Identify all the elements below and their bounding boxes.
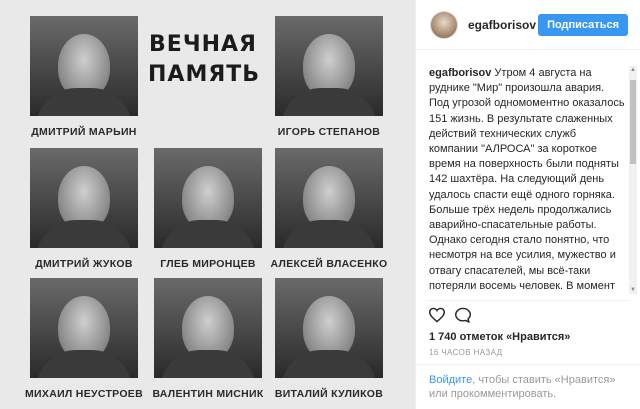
person-name: АЛЕКСЕЙ ВЛАСЕНКО — [270, 258, 388, 270]
title-line-1: ВЕЧНАЯ — [149, 32, 257, 57]
portrait-photo — [275, 148, 383, 248]
portrait-photo — [30, 148, 138, 248]
scroll-down-icon[interactable]: ▼ — [630, 287, 636, 293]
follow-button[interactable]: Подписаться — [538, 14, 628, 36]
portrait-photo — [30, 16, 138, 116]
likes-suffix: «Нравится» — [506, 331, 571, 343]
person-name: ДМИТРИЙ МАРЬИН — [31, 126, 137, 138]
scroll-up-icon[interactable]: ▲ — [630, 67, 636, 73]
post-timestamp: 16 ЧАСОВ НАЗАД — [429, 348, 503, 357]
portrait-photo — [275, 16, 383, 116]
login-link[interactable]: Войдите — [429, 374, 473, 386]
person-name: ВИТАЛИЙ КУЛИКОВ — [274, 388, 384, 400]
post-header — [416, 0, 640, 50]
comment-icon[interactable] — [454, 307, 472, 323]
memorial-title — [148, 30, 261, 90]
likes-number: 1 740 отметок — [429, 331, 503, 343]
portrait-photo — [154, 148, 262, 248]
action-bar — [428, 300, 628, 320]
caption-username[interactable]: egafborisov — [429, 67, 492, 79]
portrait-photo — [275, 278, 383, 378]
login-prompt-text: , чтобы ставить «Нравится» или прокомментировать. — [429, 374, 616, 400]
person-name: ГЛЕБ МИРОНЦЕВ — [160, 258, 256, 270]
portrait-photo — [154, 278, 262, 378]
post-caption — [429, 66, 627, 294]
title-line-2: ПАМЯТЬ — [148, 62, 261, 87]
person-name: ВАЛЕНТИН МИСНИК — [152, 388, 264, 400]
person-name: ДМИТРИЙ ЖУКОВ — [35, 258, 133, 270]
heart-icon[interactable] — [428, 307, 446, 323]
caption-text: Утром 4 августа на руднике "Мир" произошла авария. Под угрозой одномоментно оказалось 151 жизнь. В результате слаженных действий технических служб компании "АЛРОСА" за короткое время на поверхность были подняты 142 шахтёра. На следующий день удалось спасти ещё одного горняка. Больше трёх недель продолжались аварийно-спасательные работы. Однако сегодня стало понятно, что несмотря на все усилия, мужество и отвагу спасателей, мы всё-таки потеряли восемь человек. В момент — [429, 67, 625, 292]
caption-scrollbar[interactable] — [629, 66, 637, 294]
post-sidebar — [415, 0, 640, 409]
likes-count[interactable] — [429, 331, 570, 343]
avatar[interactable] — [430, 11, 458, 39]
scrollbar-thumb[interactable] — [630, 80, 636, 164]
person-name: МИХАИЛ НЕУСТРОЕВ — [25, 388, 143, 400]
person-name: ИГОРЬ СТЕПАНОВ — [277, 126, 381, 138]
portrait-photo — [30, 278, 138, 378]
login-prompt — [416, 364, 640, 409]
header-username[interactable]: egafborisov — [468, 17, 537, 32]
